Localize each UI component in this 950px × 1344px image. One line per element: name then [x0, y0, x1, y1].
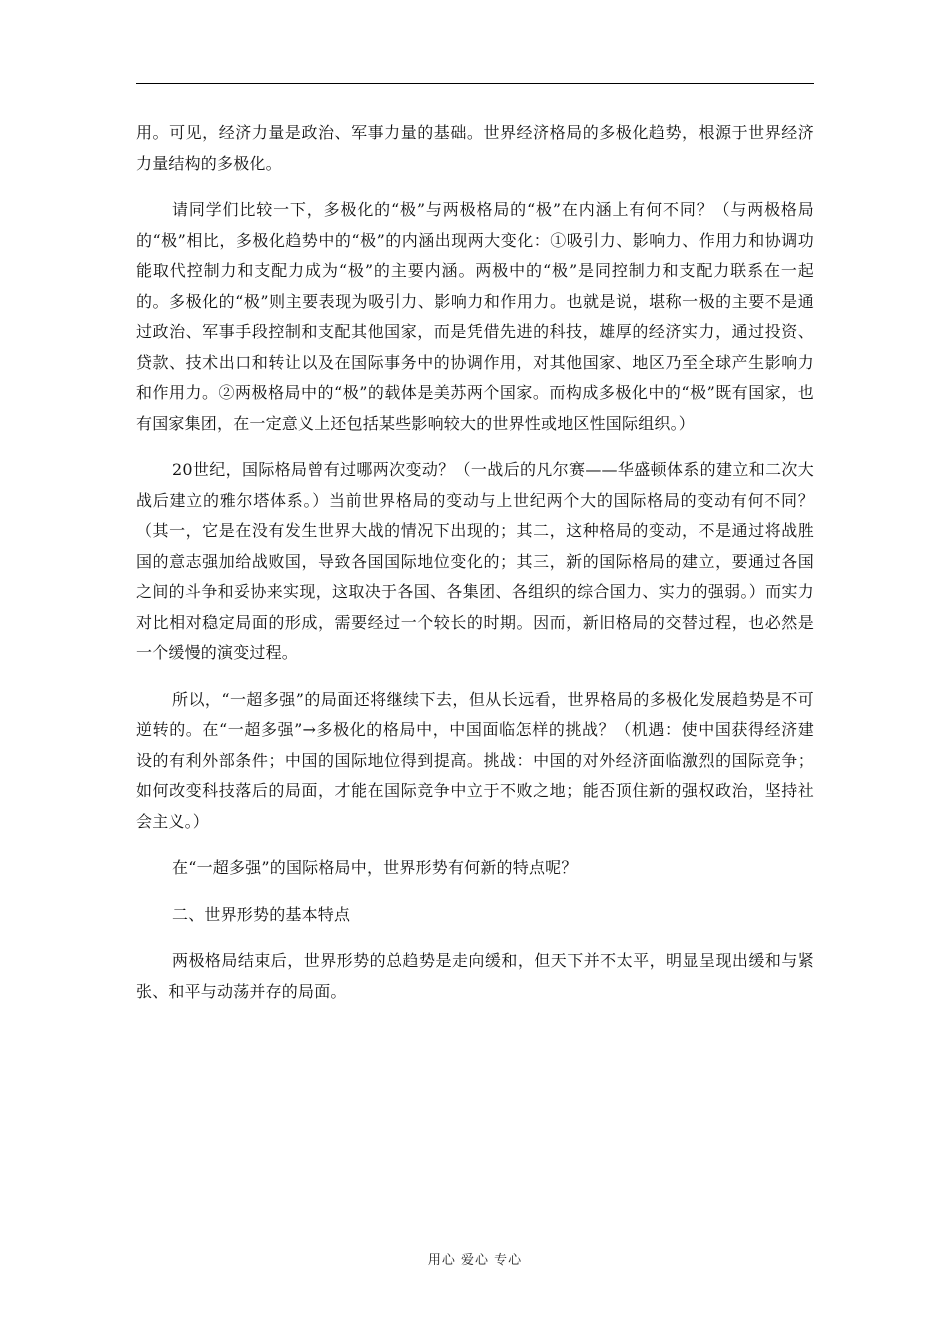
paragraph-20th-century-changes: 20世纪，国际格局曾有过哪两次变动？（一战后的凡尔赛——华盛顿体系的建立和二次大战后建立的雅尔塔体系。）当前世界格局的变动与上世纪两个大的国际格局的变动有何不同？（其一，它是在没有发生世界大战的情况下出现的；其二，这种格局的变动，不是通过将战胜国的意志强加给战败国，导致各国国际地位变化的；其三，新的国际格局的建立，要通过各国之间的斗争和妥协来实现，这取决于各国、各集团、各组织的综合国力、实力的强弱。）而实力对比相对稳定局面的形成，需要经过一个较长的时期。因而，新旧格局的交替过程，也必然是一个缓慢的演变过程。 — [136, 460, 814, 662]
paragraph-continuation: 用。可见，经济力量是政治、军事力量的基础。世界经济格局的多极化趋势，根源于世界经济力量结构的多极化。 — [136, 123, 814, 173]
paragraph-pole-comparison: 请同学们比较一下，多极化的“极”与两极格局的“极”在内涵上有何不同？（与两极格局的“极”相比，多极化趋势中的“极”的内涵出现两大变化：①吸引力、影响力、作用力和协调功能取代控制力和支配力成为“极”的主要内涵。两极中的“极”是同控制力和支配力联系在一起的。多极化的“极”则主要表现为吸引力、影响力和作用力。也就是说，堪称一极的主要不是通过政治、军事手段控制和支配其他国家，而是凭借先进的科技，雄厚的经济实力，通过投资、贷款、技术出口和转让以及在国际事务中的协调作用，对其他国家、地区乃至全球产生影响力和作用力。②两极格局中的“极”的载体是美苏两个国家。而构成多极化中的“极”既有国家，也有国家集团，在一定意义上还包括某些影响较大的世界性或地区性国际组织。） — [136, 200, 814, 433]
document-body — [136, 118, 814, 1007]
paragraph-world-situation: 两极格局结束后，世界形势的总趋势是走向缓和，但天下并不太平，明显呈现出缓和与紧张、和平与动荡并存的局面。 — [136, 951, 814, 1001]
page-footer: 用心 爱心 专心 — [427, 1253, 523, 1268]
section-heading: 二、世界形势的基本特点 — [172, 904, 351, 924]
header-rule — [136, 83, 814, 84]
paragraph-one-superpower: 所以，“一超多强”的局面还将继续下去，但从长远看，世界格局的多极化发展趋势是不可逆转的。在“一超多强”→多极化的格局中，中国面临怎样的挑战？（机遇：使中国获得经济建设的有利外部条件；中国的国际地位得到提高。挑战：中国的对外经济面临激烈的国际竞争；如何改变科技落后的局面，才能在国际竞争中立于不败之地；能否顶住新的强权政治，坚持社会主义。） — [136, 689, 814, 831]
paragraph-question: 在“一超多强”的国际格局中，世界形势有何新的特点呢？ — [172, 858, 578, 877]
